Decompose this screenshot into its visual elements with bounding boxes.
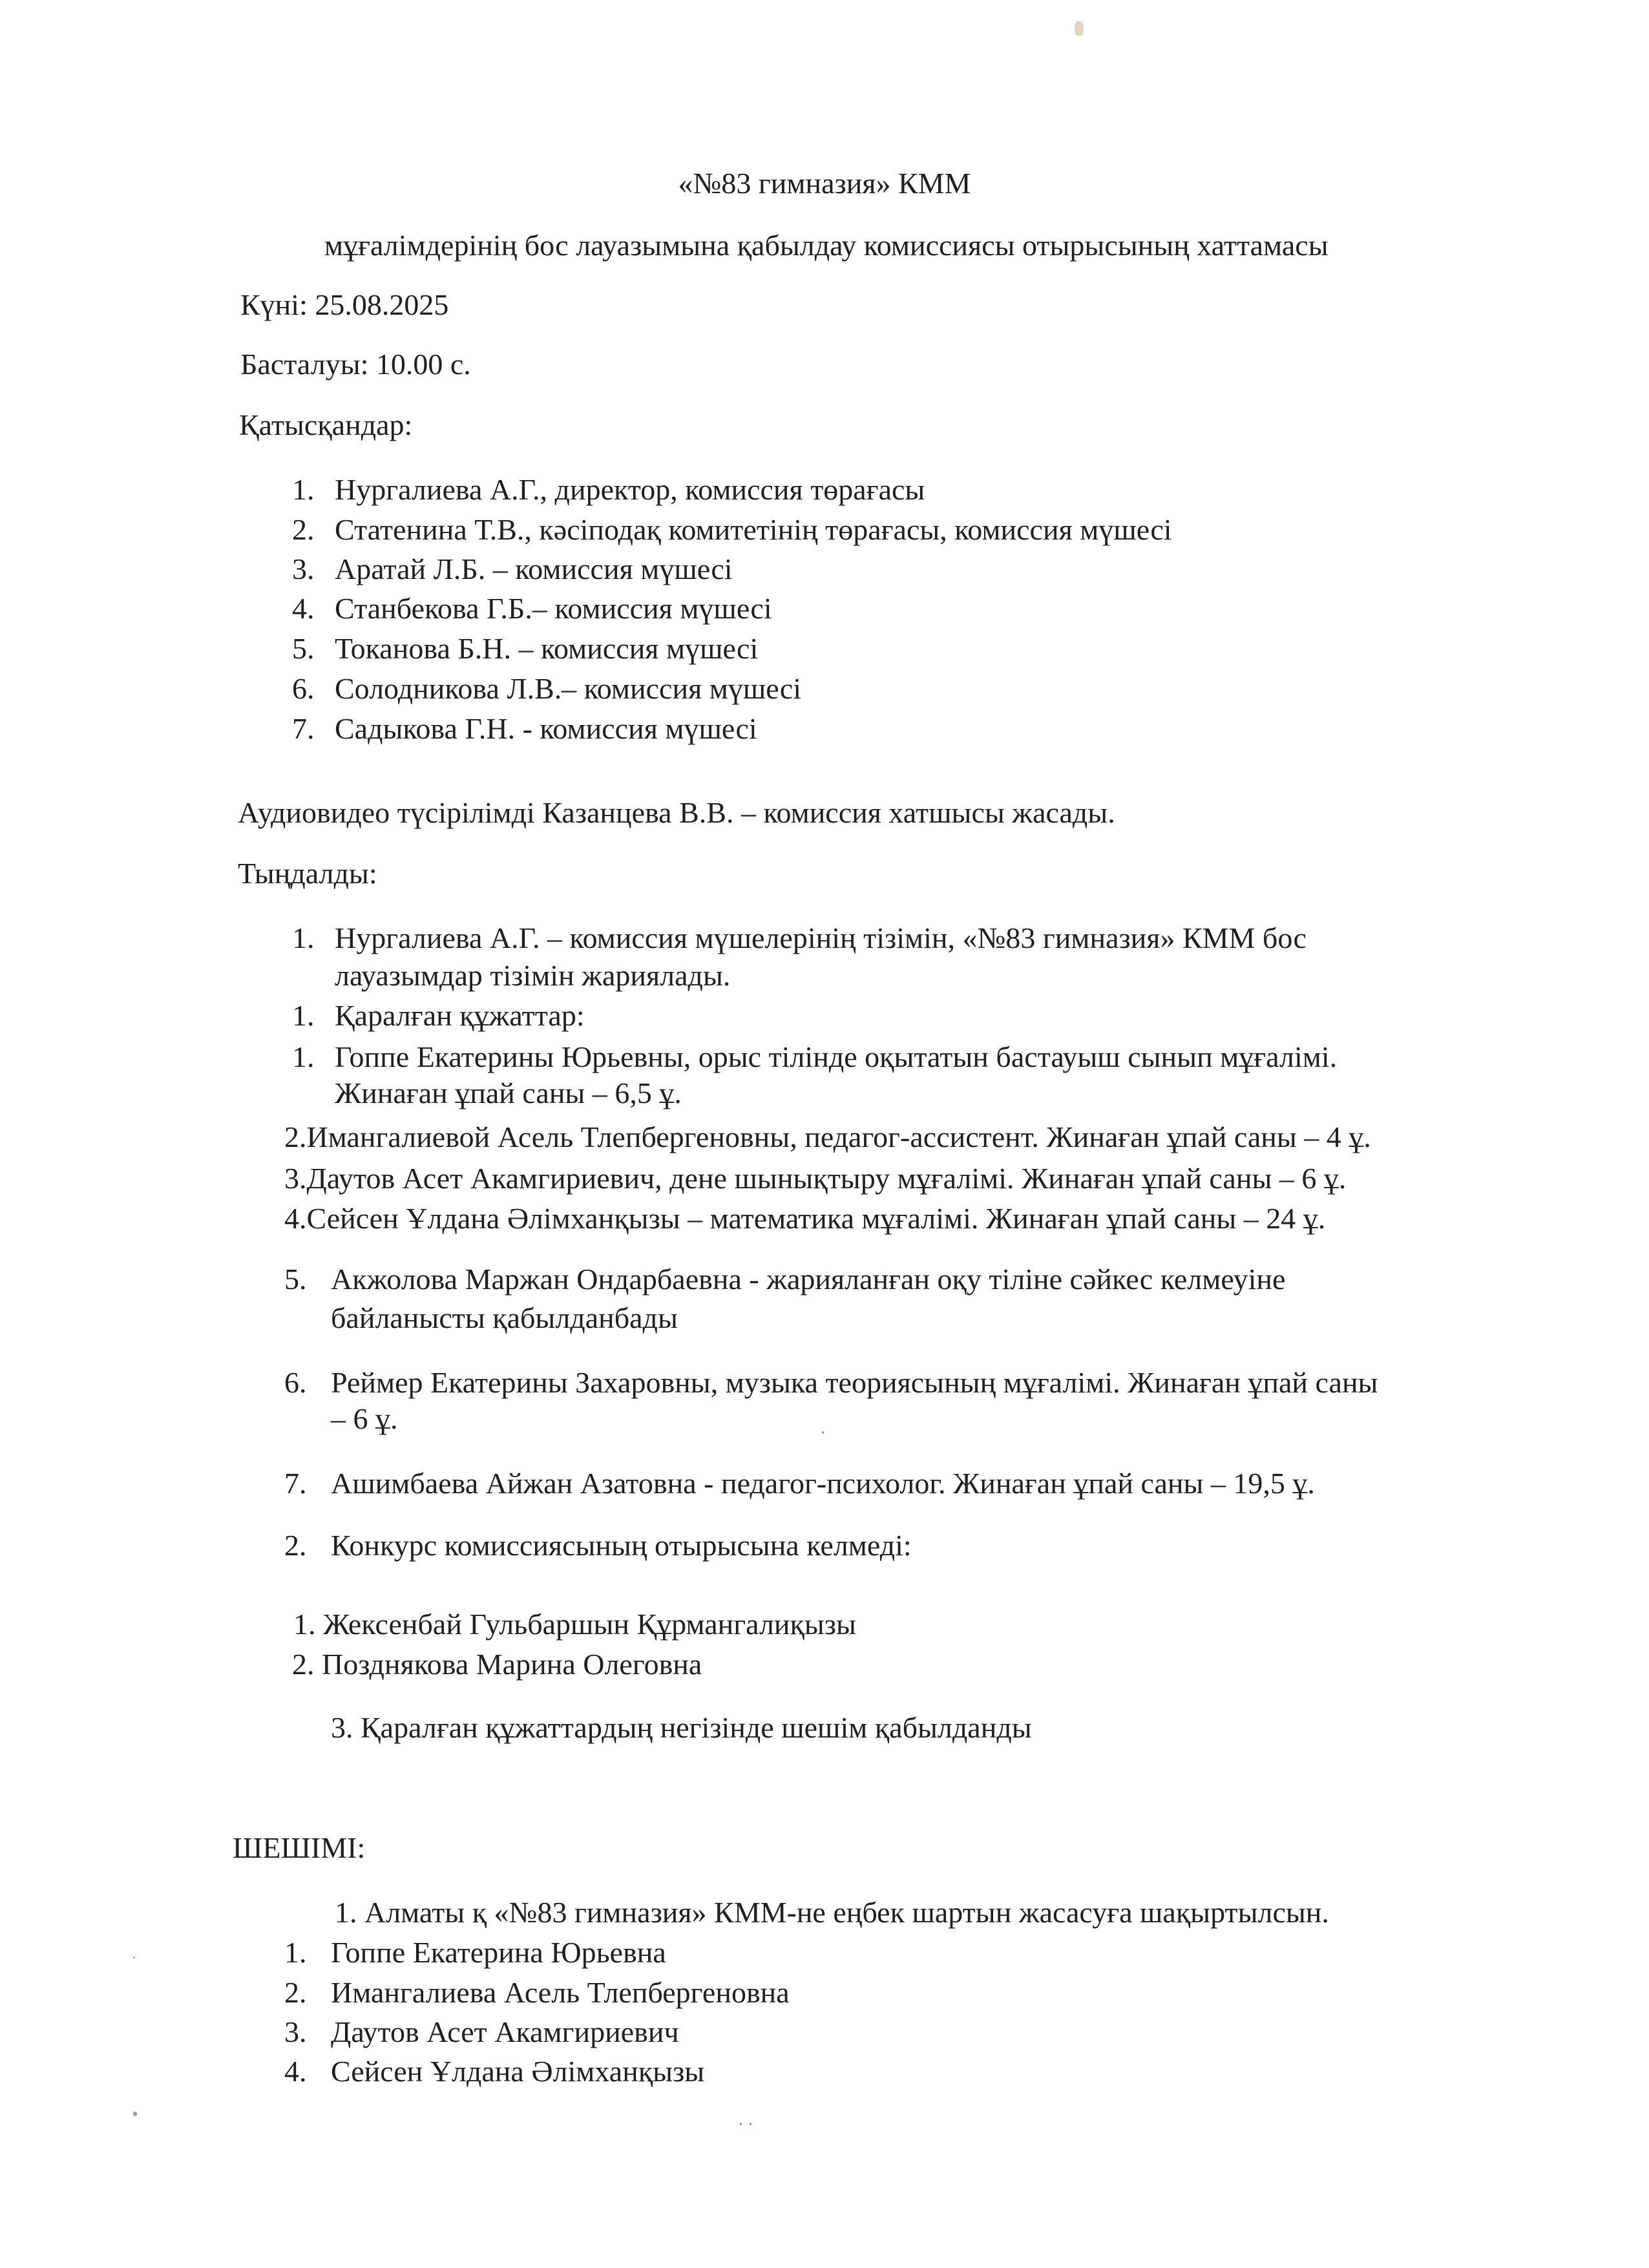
candidate-text: 3.Даутов Асет Акамгириевич, дене шынықтыру мұғалімі. Жинаған ұпай саны – 6 ұ.: [284, 1162, 1347, 1195]
invited-name: Гоппе Екатерина Юрьевна: [331, 1936, 666, 1969]
decision-note: 3. Қаралған құжаттардың негізінде шешім қабылданды: [331, 1711, 1032, 1744]
candidate-text-cont: Жинаған ұпай саны – 6,5 ұ.: [335, 1076, 682, 1109]
absent-item: 1. Жексенбай Гульбаршын Құрмангалиқызы: [293, 1608, 856, 1641]
invited-name: Даутов Асет Акамгириевич: [331, 2015, 679, 2048]
heard-item-text: Нургалиева А.Г. – комиссия мүшелерінің тізімін, «№83 гимназия» КММ бос: [335, 921, 1307, 954]
docs-heading-text: Қаралған құжаттар:: [335, 999, 585, 1032]
participant-text: Садыкова Г.Н. - комиссия мүшесі: [335, 712, 757, 745]
participant-text: Станбекова Г.Б.– комиссия мүшесі: [335, 592, 772, 625]
list-number: 4.: [292, 592, 315, 625]
list-number: 5.: [292, 632, 315, 665]
candidate-text: 4.Сейсен Ұлдана Әлімханқызы – математика мұғалімі. Жинаған ұпай саны – 24 ұ.: [284, 1202, 1326, 1235]
candidate-text-cont: байланысты қабылданбады: [331, 1301, 678, 1334]
list-number: 1.: [292, 999, 315, 1032]
participant-text: Нургалиева А.Г., директор, комиссия төрағасы: [335, 473, 925, 506]
meeting-date: Күні: 25.08.2025: [240, 288, 449, 321]
candidate-text: Реймер Екатерины Захаровны, музыка теориясының мұғалімі. Жинаған ұпай саны: [331, 1366, 1378, 1399]
invited-name: Имангалиева Асель Тлепбергеновна: [331, 1976, 790, 2009]
participant-text: Токанова Б.Н. – комиссия мүшесі: [335, 632, 759, 665]
document-title: «№83 гимназия» КММ: [678, 167, 971, 200]
scan-speck: [822, 1431, 824, 1434]
candidate-text: Акжолова Маржан Ондарбаевна - жарияланған оқу тіліне сәйкес келмеуіне: [331, 1263, 1286, 1296]
list-number: 2.: [292, 513, 315, 546]
list-number: 1.: [284, 1936, 307, 1969]
list-number: 3.: [284, 2015, 307, 2048]
recording-note: Аудиовидео түсірілімді Казанцева В.В. – комиссия хатшысы жасады.: [238, 796, 1115, 829]
scan-speck: [133, 1957, 135, 1958]
list-number: 5.: [284, 1263, 307, 1296]
absent-heading-text: Конкурс комиссиясының отырысына келмеді:: [331, 1529, 912, 1562]
list-number: 7.: [284, 1467, 307, 1500]
absent-item: 2. Позднякова Марина Олеговна: [292, 1648, 702, 1681]
list-number: 6.: [284, 1366, 307, 1399]
list-number: 2.: [284, 1529, 307, 1562]
list-number: 1.: [292, 473, 315, 506]
decision-heading: ШЕШІМІ:: [233, 1831, 366, 1864]
scan-speck: [740, 2123, 742, 2125]
participant-text: Аратай Л.Б. – комиссия мүшесі: [335, 552, 733, 585]
participant-text: Солодникова Л.В.– комиссия мүшесі: [335, 672, 802, 705]
decision-statement: 1. Алматы қ «№83 гимназия» КММ-не еңбек шартын жасасуға шақыртылсын.: [335, 1896, 1329, 1929]
meeting-start-time: Басталуы: 10.00 с.: [240, 348, 471, 381]
participant-text: Статенина Т.В., кәсіподақ комитетінің төрағасы, комиссия мүшесі: [335, 513, 1172, 546]
list-number: 2.: [284, 1976, 307, 2009]
candidate-text: Гоппе Екатерины Юрьевны, орыс тілінде оқытатын бастауыш сынып мұғалімі.: [335, 1040, 1338, 1073]
list-number: 4.: [284, 2055, 307, 2088]
scan-speck: [133, 2112, 137, 2116]
candidate-text-cont: – 6 ұ.: [331, 1402, 398, 1435]
candidate-text: 2.Имангалиевой Асель Тлепбергеновны, педагог-ассистент. Жинаған ұпай саны – 4 ұ.: [284, 1120, 1371, 1153]
document-subtitle: мұғалімдерінің бос лауазымына қабылдау комиссиясы отырысының хаттамасы: [324, 229, 1329, 262]
invited-name: Сейсен Ұлдана Әлімханқызы: [331, 2055, 705, 2088]
list-number: 1.: [292, 1040, 315, 1073]
heard-item-text-cont: лауазымдар тізімін жариялады.: [335, 959, 731, 992]
list-number: 3.: [292, 552, 315, 585]
list-number: 7.: [292, 712, 315, 745]
list-number: 6.: [292, 672, 315, 705]
list-number: 1.: [292, 921, 315, 954]
heard-heading: Тыңдалды:: [238, 857, 377, 890]
scan-speck: [750, 2123, 751, 2125]
participants-heading: Қатысқандар:: [239, 408, 413, 441]
scan-smudge: [1075, 21, 1084, 36]
candidate-text: Ашимбаева Айжан Азатовна - педагог-психолог. Жинаған ұпай саны – 19,5 ұ.: [331, 1467, 1315, 1500]
